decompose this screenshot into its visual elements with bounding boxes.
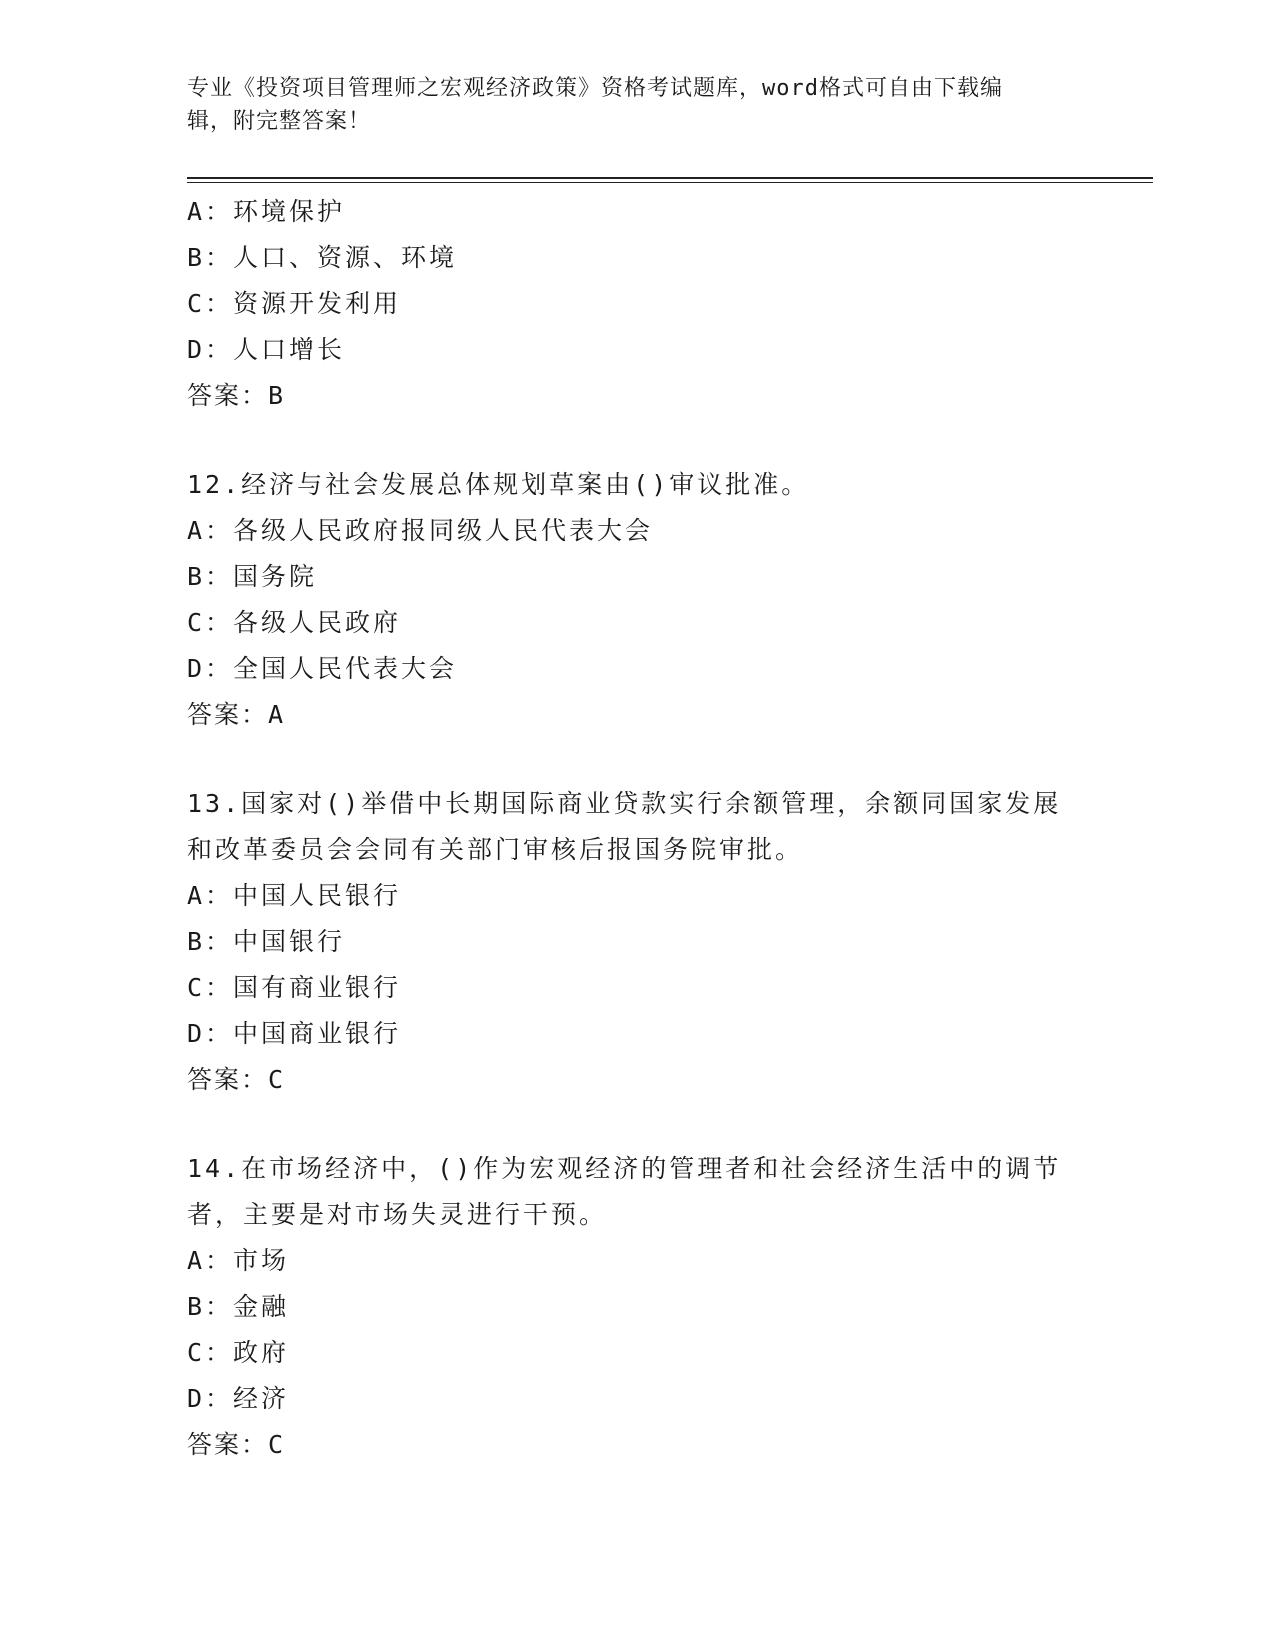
option-a: A：各级人民政府报同级人民代表大会	[187, 516, 654, 545]
answer-line: 答案：C	[187, 1065, 286, 1094]
question-block-11	[187, 189, 1087, 419]
answer-line: 答案：B	[187, 381, 286, 410]
option-c: C：国有商业银行	[187, 973, 402, 1002]
document-header	[187, 72, 1077, 138]
option-d: D：全国人民代表大会	[187, 654, 458, 683]
question-block-13	[187, 781, 1087, 1103]
option-c: C：政府	[187, 1338, 290, 1367]
question-stem-line-2: 者，主要是对市场失灵进行干预。	[187, 1200, 608, 1229]
option-d: D：中国商业银行	[187, 1019, 402, 1048]
question-block-14	[187, 1146, 1087, 1468]
question-block-12	[187, 462, 1087, 738]
question-stem-line-1: 13.国家对()举借中长期国际商业贷款实行余额管理，余额同国家发展	[187, 789, 1062, 818]
header-rule-thick	[187, 177, 1153, 179]
question-stem-line-2: 和改革委员会会同有关部门审核后报国务院审批。	[187, 835, 804, 864]
option-b: B：金融	[187, 1292, 290, 1321]
answer-line: 答案：A	[187, 700, 286, 729]
question-stem-line-1: 14.在市场经济中，()作为宏观经济的管理者和社会经济生活中的调节	[187, 1154, 1062, 1183]
header-line-1: 专业《投资项目管理师之宏观经济政策》资格考试题库，word格式可自由下载编	[187, 76, 1003, 101]
header-rule-thin	[187, 182, 1153, 183]
option-b: B：国务院	[187, 562, 318, 591]
option-b: B：人口、资源、环境	[187, 243, 458, 272]
answer-line: 答案：C	[187, 1430, 286, 1459]
option-b: B：中国银行	[187, 927, 346, 956]
option-d: D：经济	[187, 1384, 290, 1413]
option-c: C：各级人民政府	[187, 608, 402, 637]
option-c: C：资源开发利用	[187, 289, 402, 318]
option-a: A：中国人民银行	[187, 881, 402, 910]
question-list	[187, 189, 1087, 1468]
header-line-2: 辑，附完整答案！	[187, 109, 372, 134]
option-d: D：人口增长	[187, 335, 346, 364]
option-a: A：环境保护	[187, 197, 346, 226]
question-stem: 12.经济与社会发展总体规划草案由()审议批准。	[187, 470, 810, 499]
option-a: A：市场	[187, 1246, 290, 1275]
